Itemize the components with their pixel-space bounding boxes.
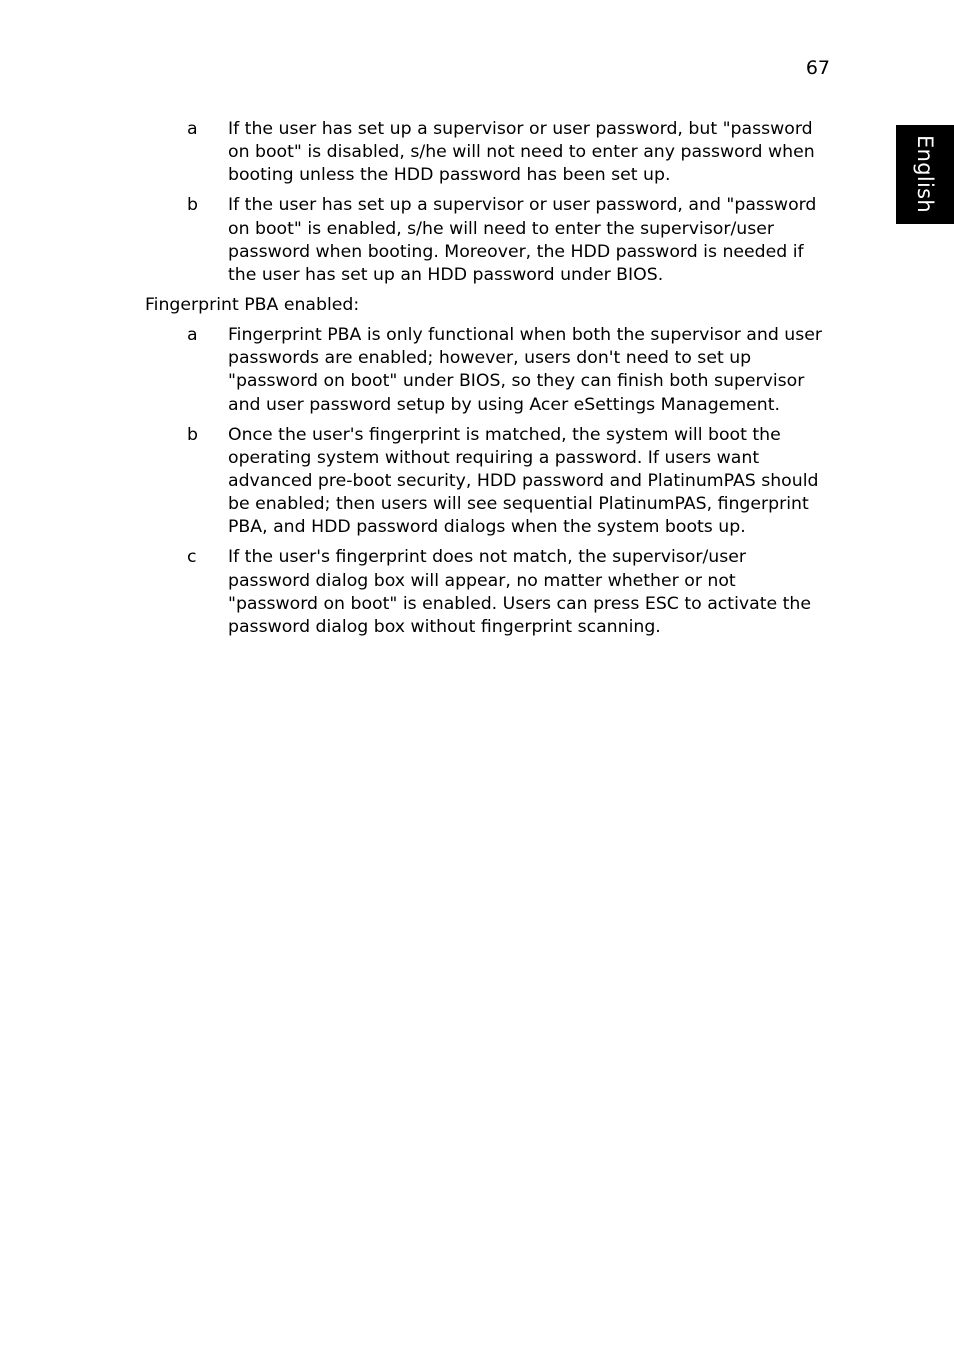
- list-item-text: If the user's fingerprint does not match, the supervisor/user password dialog box will appear, no matter whether or not "password on boot" is enabled. Users can press ESC to activate the password dialog box without fingerprint scanning.: [228, 547, 811, 638]
- list-item-text: Once the user's fingerprint is matched, the system will boot the operating system without requiring a password. If users want advanced pre-boot security, HDD password and PlatinumPAS should be enabled; then users will see sequential PlatinumPAS, fingerprint PBA, and HDD password dialogs when the system boots up.: [228, 424, 819, 538]
- section-heading: Fingerprint PBA enabled:: [145, 295, 360, 316]
- list-item-text: If the user has set up a supervisor or user password, and "password on boot" is enabled, s/he will need to enter the supervisor/user password when booting. Moreover, the HDD password is needed if the user has set up an HDD password under BIOS.: [228, 195, 817, 286]
- page-body: [0, 118, 954, 646]
- list-item: [0, 324, 828, 417]
- list-item-marker: a: [187, 119, 198, 139]
- list-item-marker: b: [187, 424, 198, 445]
- password-list: [0, 118, 954, 287]
- list-item: [0, 194, 828, 287]
- list-item: [0, 118, 828, 188]
- list-item-text: If the user has set up a supervisor or user password, but "password on boot" is disabled, s/he will not need to enter any password when booting unless the HDD password has been set up.: [228, 119, 815, 186]
- list-item: [0, 546, 828, 639]
- list-item-marker: b: [187, 195, 198, 216]
- fingerprint-list: [0, 324, 954, 639]
- list-item: [0, 424, 828, 540]
- list-item-text: Fingerprint PBA is only functional when both the supervisor and user passwords are enabled; however, users don't need to set up "password on boot" under BIOS, so they can finish both supervisor and user password setup by using Acer eSettings Management.: [228, 325, 823, 415]
- language-tab-label: English: [913, 135, 937, 213]
- page-number: 67: [805, 57, 830, 79]
- list-item-marker: a: [187, 325, 198, 346]
- list-item-marker: c: [187, 547, 197, 568]
